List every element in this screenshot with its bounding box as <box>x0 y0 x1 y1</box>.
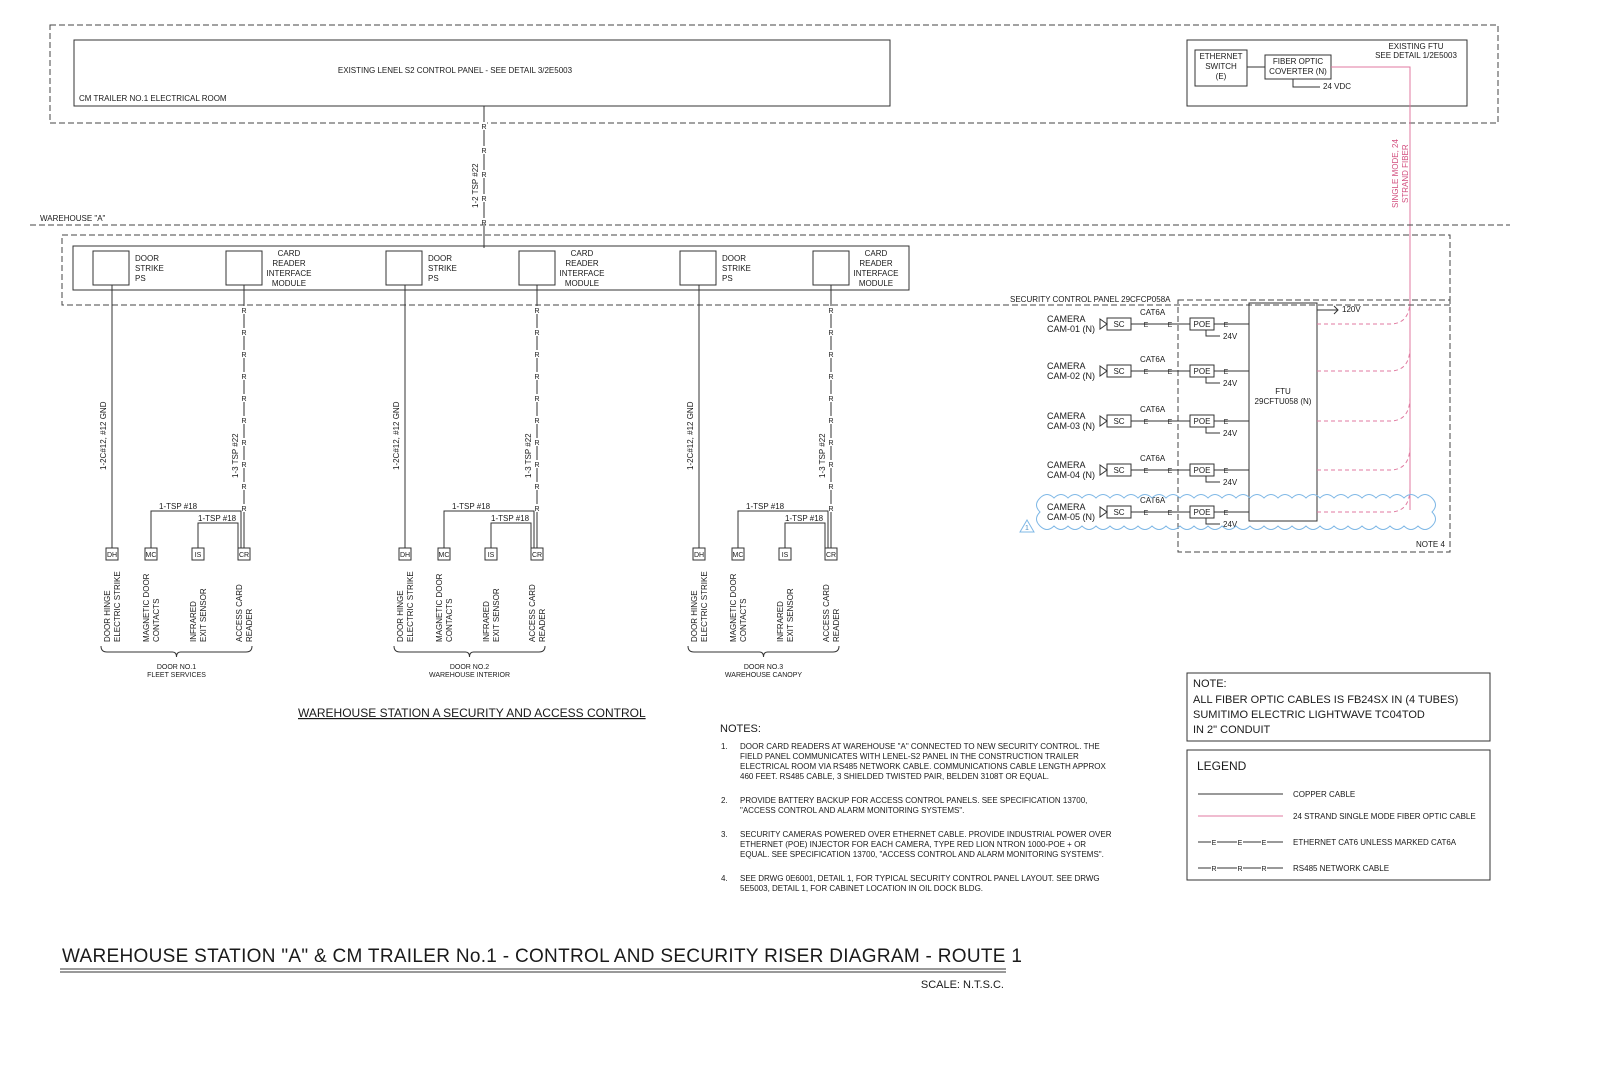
poe-power <box>1206 476 1220 482</box>
tsp18-is <box>491 523 531 548</box>
note-line: EQUAL. SEE SPECIFICATION 13700, "ACCESS CONTROL AND ALARM MONITORING SYSTEMS". <box>740 850 1104 859</box>
note-number: 2. <box>721 796 728 805</box>
strike-ps-box-1 <box>93 251 129 285</box>
power-cable-label: 1-2C#12, #12 GND <box>99 401 108 470</box>
device-label: READER <box>832 608 841 642</box>
legend-mark: R <box>1237 866 1243 873</box>
reader-cable-label: 1-3 TSP #22 <box>231 433 240 478</box>
converter-label-1: FIBER OPTIC <box>1272 57 1324 66</box>
reader-rs485-mark: R <box>534 440 540 447</box>
camera-label: CAMERA <box>1047 411 1086 421</box>
device-label: READER <box>538 608 547 642</box>
card-reader-module-label: CARD <box>277 249 301 258</box>
door-caption: DOOR NO.3 <box>743 664 784 671</box>
strike-ps-label: PS <box>135 274 146 283</box>
ethernet-mark: E <box>1143 369 1149 376</box>
strike-ps-label: DOOR <box>722 254 746 263</box>
legend-label: RS485 NETWORK CABLE <box>1293 864 1390 873</box>
sc-label: SC <box>1113 508 1125 517</box>
legend-label: COPPER CABLE <box>1293 790 1356 799</box>
device-label: DOOR HINGE <box>690 590 699 642</box>
reader-rs485-mark: R <box>534 308 540 315</box>
ftu-label-2: 29CFTU058 (N) <box>1254 397 1312 406</box>
device-tag: DH <box>399 552 411 559</box>
strike-ps-label: STRIKE <box>428 264 457 273</box>
power-120v: 120V <box>1342 305 1361 314</box>
reader-rs485-mark: R <box>828 352 834 359</box>
camera-label: CAMERA <box>1047 314 1086 324</box>
tsp18-label: 1-TSP #18 <box>452 502 491 511</box>
switch-label-3: (E) <box>1215 72 1227 81</box>
device-label: READER <box>245 608 254 642</box>
camera-id: CAM-04 (N) <box>1047 470 1096 480</box>
reader-rs485-mark: R <box>828 440 834 447</box>
device-tag: CR <box>531 552 543 559</box>
card-reader-module-label: CARD <box>864 249 888 258</box>
tsp18-label: 1-TSP #18 <box>198 514 237 523</box>
reader-rs485-mark: R <box>534 352 540 359</box>
tsp18-label: 1-TSP #18 <box>491 514 530 523</box>
rs485-mark: R <box>481 148 487 155</box>
legend-mark: E <box>1261 840 1267 847</box>
ethernet-mark: E <box>1223 322 1229 329</box>
card-reader-module-box-1 <box>226 251 262 285</box>
camera-label: CAMERA <box>1047 502 1086 512</box>
rs485-mark: R <box>481 124 487 131</box>
legend-label: ETHERNET CAT6 UNLESS MARKED CAT6A <box>1293 838 1457 847</box>
device-label: CONTACTS <box>739 598 748 642</box>
ethernet-mark: E <box>1223 510 1229 517</box>
card-reader-module-box-3 <box>813 251 849 285</box>
card-reader-module-label: READER <box>565 259 599 268</box>
door-caption: DOOR NO.1 <box>156 664 197 671</box>
card-reader-module-label: CARD <box>570 249 594 258</box>
device-tag: MC <box>145 552 157 559</box>
card-reader-module-label: READER <box>859 259 893 268</box>
scale-label: SCALE: N.T.S.C. <box>920 979 1004 991</box>
note-line: SECURITY CAMERAS POWERED OVER ETHERNET CABLE. PROVIDE INDUSTRIAL POWER OVER <box>740 830 1112 839</box>
reader-rs485-mark: R <box>828 418 834 425</box>
existing-ftu-label-1: EXISTING FTU <box>1388 42 1444 51</box>
device-label: MAGNETIC DOOR <box>142 573 151 642</box>
tsp18-is <box>198 523 238 548</box>
strike-ps-label: PS <box>428 274 439 283</box>
door-brace <box>101 646 252 657</box>
reader-rs485-mark: R <box>828 396 834 403</box>
power-cable-label: 1-2C#12, #12 GND <box>686 401 695 470</box>
drawing-title: WAREHOUSE STATION "A" & CM TRAILER No.1 - CONTROL AND SECURITY RISER DIAGRAM - ROUTE 1 <box>62 946 1023 967</box>
legend-mark: E <box>1237 840 1243 847</box>
device-label: MAGNETIC DOOR <box>435 573 444 642</box>
poe-power <box>1206 518 1220 524</box>
legend-mark: E <box>1211 840 1217 847</box>
ethernet-mark: E <box>1143 468 1149 475</box>
poe-label: POE <box>1193 466 1211 475</box>
device-label: DOOR HINGE <box>103 590 112 642</box>
trunk-cable-label: 1-2 TSP #22 <box>471 163 480 208</box>
reader-rs485-mark: R <box>241 352 247 359</box>
ethernet-mark: E <box>1167 419 1173 426</box>
device-label: ACCESS CARD <box>235 584 244 642</box>
note-line: ETHERNET (POE) INJECTOR FOR EACH CAMERA, TYPE RED LION NTRON 1000-POE + OR <box>740 840 1087 849</box>
sc-label: SC <box>1113 320 1125 329</box>
poe-24v: 24V <box>1223 379 1238 388</box>
ftu-box <box>1249 303 1317 521</box>
device-label: EXIT SENSOR <box>492 588 501 642</box>
cat6a-label: CAT6A <box>1140 454 1166 463</box>
camera-label: CAMERA <box>1047 460 1086 470</box>
poe-label: POE <box>1193 508 1211 517</box>
reader-rs485-mark: R <box>241 330 247 337</box>
module-group <box>93 249 898 288</box>
fiber-note-line-2: SUMITIMO ELECTRIC LIGHTWAVE TC04TOD <box>1193 709 1425 721</box>
rs485-mark: R <box>481 172 487 179</box>
poe-power <box>1206 377 1220 383</box>
strike-ps-label: STRIKE <box>135 264 164 273</box>
reader-rs485-mark: R <box>828 330 834 337</box>
sc-label: SC <box>1113 367 1125 376</box>
door-subcaption: WAREHOUSE INTERIOR <box>428 672 511 679</box>
notes-list <box>721 742 1112 893</box>
rs485-mark: R <box>481 220 487 227</box>
lenel-panel-label: EXISTING LENEL S2 CONTROL PANEL - SEE DETAIL 3/2E5003 <box>337 66 573 75</box>
device-label: INFRARED <box>189 601 198 642</box>
converter-label-2: COVERTER (N) <box>1269 67 1327 76</box>
revision-number: 1 <box>1025 525 1029 532</box>
device-label: EXIT SENSOR <box>786 588 795 642</box>
note-number: 1. <box>721 742 728 751</box>
device-label: CONTACTS <box>152 598 161 642</box>
camera-id: CAM-02 (N) <box>1047 371 1096 381</box>
fiber-label: SINGLE MODE, 24 STRAND FIBER <box>1391 139 1410 208</box>
reader-rs485-mark: R <box>241 396 247 403</box>
notes-title: NOTES: <box>720 723 761 735</box>
device-label: EXIT SENSOR <box>199 588 208 642</box>
sc-label: SC <box>1113 466 1125 475</box>
card-reader-module-label: MODULE <box>564 279 600 288</box>
note-line: SEE DRWG 0E6001, DETAIL 1, FOR TYPICAL SECURITY CONTROL PANEL LAYOUT. SEE DRWG <box>740 874 1100 883</box>
cat6a-label: CAT6A <box>1140 496 1166 505</box>
camera-id: CAM-03 (N) <box>1047 421 1096 431</box>
camera-icon <box>1100 465 1107 475</box>
rs485-mark: R <box>481 196 487 203</box>
door-subcaption: FLEET SERVICES <box>147 672 206 679</box>
note-number: 3. <box>721 830 728 839</box>
device-tag: IS <box>781 552 789 559</box>
note-line: FIELD PANEL COMMUNICATES WITH LENEL-S2 PANEL IN THE CONSTRUCTION TRAILER <box>740 752 1079 761</box>
fiber-drop <box>1317 347 1410 371</box>
ethernet-mark: E <box>1167 468 1173 475</box>
fiber-note-title: NOTE: <box>1193 678 1227 690</box>
device-tag: MC <box>438 552 450 559</box>
reader-rs485-mark: R <box>534 374 540 381</box>
poe-24v: 24V <box>1223 478 1238 487</box>
device-tag: CR <box>238 552 250 559</box>
reader-rs485-mark: R <box>241 308 247 315</box>
reader-rs485-mark: R <box>534 484 540 491</box>
reader-rs485-mark: R <box>828 374 834 381</box>
legend-title: LEGEND <box>1197 759 1247 773</box>
camera-icon <box>1100 507 1107 517</box>
fiber-drop <box>1317 446 1410 470</box>
door-groups <box>99 285 841 679</box>
device-label: ELECTRIC STRIKE <box>406 571 415 642</box>
device-tag: DH <box>693 552 705 559</box>
note-line: "ACCESS CONTROL AND ALARM MONITORING SYSTEMS". <box>740 806 965 815</box>
device-label: CONTACTS <box>445 598 454 642</box>
poe-power <box>1206 427 1220 433</box>
camera-label: CAMERA <box>1047 361 1086 371</box>
note-line: ELECTRICAL ROOM VIA RS485 NETWORK CABLE. COMMUNICATIONS CABLE LENGTH APPROX <box>740 762 1106 771</box>
note-line: DOOR CARD READERS AT WAREHOUSE "A" CONNECTED TO NEW SECURITY CONTROL. THE <box>740 742 1100 751</box>
ethernet-mark: E <box>1143 419 1149 426</box>
strike-ps-label: DOOR <box>428 254 452 263</box>
card-reader-module-label: MODULE <box>271 279 307 288</box>
strike-ps-label: PS <box>722 274 733 283</box>
fiber-note-line-1: ALL FIBER OPTIC CABLES IS FB24SX IN (4 TUBES) <box>1193 694 1459 706</box>
room-label: CM TRAILER NO.1 ELECTRICAL ROOM <box>79 94 227 103</box>
ethernet-mark: E <box>1223 468 1229 475</box>
ethernet-mark: E <box>1143 510 1149 517</box>
tsp18-label: 1-TSP #18 <box>159 502 198 511</box>
note-number: 4. <box>721 874 728 883</box>
device-tag: DH <box>106 552 118 559</box>
tsp18-label: 1-TSP #18 <box>785 514 824 523</box>
cat6a-label: CAT6A <box>1140 308 1166 317</box>
camera-icon <box>1100 319 1107 329</box>
reader-rs485-mark: R <box>534 418 540 425</box>
strike-ps-label: STRIKE <box>722 264 751 273</box>
section-title: WAREHOUSE STATION A SECURITY AND ACCESS CONTROL <box>298 706 646 720</box>
switch-label-2: SWITCH <box>1205 62 1237 71</box>
sc-label: SC <box>1113 417 1125 426</box>
card-reader-module-label: MODULE <box>858 279 894 288</box>
card-reader-module-box-2 <box>519 251 555 285</box>
poe-label: POE <box>1193 367 1211 376</box>
reader-rs485-mark: R <box>241 374 247 381</box>
cat6a-label: CAT6A <box>1140 355 1166 364</box>
ftu-label-1: FTU <box>1275 387 1291 396</box>
legend-mark: R <box>1211 866 1217 873</box>
cat6a-label: CAT6A <box>1140 405 1166 414</box>
device-label: ACCESS CARD <box>822 584 831 642</box>
poe-24v: 24V <box>1223 332 1238 341</box>
note-line: 460 FEET. RS485 CABLE, 3 SHIELDED TWISTED PAIR, BELDEN 3108T OR EQUAL. <box>740 772 1050 781</box>
fiber-drop <box>1317 300 1410 324</box>
poe-label: POE <box>1193 417 1211 426</box>
reader-rs485-mark: R <box>241 440 247 447</box>
switch-label-1: ETHERNET <box>1199 52 1243 61</box>
ethernet-mark: E <box>1167 322 1173 329</box>
device-tag: IS <box>194 552 202 559</box>
legend-items <box>1198 790 1476 873</box>
poe-power <box>1206 330 1220 336</box>
device-label: ELECTRIC STRIKE <box>113 571 122 642</box>
fiber-note-line-3: IN 2" CONDUIT <box>1193 724 1271 736</box>
reader-rs485-mark: R <box>828 462 834 469</box>
fiber-drop <box>1317 488 1410 512</box>
ethernet-mark: E <box>1143 322 1149 329</box>
strike-ps-box-3 <box>680 251 716 285</box>
ethernet-mark: E <box>1167 510 1173 517</box>
ethernet-mark: E <box>1223 369 1229 376</box>
reader-rs485-mark: R <box>534 396 540 403</box>
existing-ftu-label-2: SEE DETAIL 1/2E5003 <box>1375 51 1457 60</box>
door-caption: DOOR NO.2 <box>449 664 490 671</box>
strike-ps-label: DOOR <box>135 254 159 263</box>
reader-rs485-mark: R <box>828 506 834 513</box>
card-reader-module-label: INTERFACE <box>266 269 312 278</box>
device-label: DOOR HINGE <box>396 590 405 642</box>
card-reader-module-label: INTERFACE <box>559 269 605 278</box>
reader-rs485-mark: R <box>241 506 247 513</box>
device-label: ACCESS CARD <box>528 584 537 642</box>
reader-rs485-mark: R <box>241 418 247 425</box>
security-panel-label: SECURITY CONTROL PANEL 29CFCP058A <box>1010 295 1171 304</box>
reader-cable-label: 1-3 TSP #22 <box>818 433 827 478</box>
legend-mark: R <box>1261 866 1267 873</box>
ethernet-mark: E <box>1223 419 1229 426</box>
power-cable-label: 1-2C#12, #12 GND <box>392 401 401 470</box>
fiber-trunk <box>1331 67 1410 510</box>
device-tag: MC <box>732 552 744 559</box>
device-tag: CR <box>825 552 837 559</box>
camera-id: CAM-05 (N) <box>1047 512 1096 522</box>
card-reader-module-label: INTERFACE <box>853 269 899 278</box>
camera-id: CAM-01 (N) <box>1047 324 1096 334</box>
warehouse-label: WAREHOUSE "A" <box>40 214 106 223</box>
door-brace <box>394 646 545 657</box>
note-line: 5E5003, DETAIL 1, FOR CABINET LOCATION IN OIL DOCK BLDG. <box>740 884 984 893</box>
vdc-label: 24 VDC <box>1323 82 1352 91</box>
poe-label: POE <box>1193 320 1211 329</box>
access-modules-row <box>73 246 909 290</box>
reader-rs485-mark: R <box>241 462 247 469</box>
reader-rs485-mark: R <box>534 330 540 337</box>
device-tag: IS <box>487 552 495 559</box>
fiber-drop <box>1317 397 1410 421</box>
reader-rs485-mark: R <box>828 484 834 491</box>
door-subcaption: WAREHOUSE CANOPY <box>724 672 803 679</box>
card-reader-module-label: READER <box>272 259 306 268</box>
tsp18-label: 1-TSP #18 <box>746 502 785 511</box>
ethernet-mark: E <box>1167 369 1173 376</box>
note4-label: NOTE 4 <box>1416 540 1445 549</box>
device-label: INFRARED <box>482 601 491 642</box>
door-brace <box>688 646 839 657</box>
camera-icon <box>1100 416 1107 426</box>
reader-rs485-mark: R <box>241 484 247 491</box>
reader-rs485-mark: R <box>534 506 540 513</box>
reader-rs485-mark: R <box>828 308 834 315</box>
strike-ps-box-2 <box>386 251 422 285</box>
poe-24v: 24V <box>1223 520 1238 529</box>
poe-24v: 24V <box>1223 429 1238 438</box>
security-panel-boundary <box>1178 300 1450 552</box>
legend-label: 24 STRAND SINGLE MODE FIBER OPTIC CABLE <box>1293 812 1476 821</box>
camera-icon <box>1100 366 1107 376</box>
device-label: MAGNETIC DOOR <box>729 573 738 642</box>
device-label: ELECTRIC STRIKE <box>700 571 709 642</box>
reader-rs485-mark: R <box>534 462 540 469</box>
reader-cable-label: 1-3 TSP #22 <box>524 433 533 478</box>
device-label: INFRARED <box>776 601 785 642</box>
tsp18-is <box>785 523 825 548</box>
note-line: PROVIDE BATTERY BACKUP FOR ACCESS CONTROL PANELS. SEE SPECIFICATION 13700, <box>740 796 1088 805</box>
